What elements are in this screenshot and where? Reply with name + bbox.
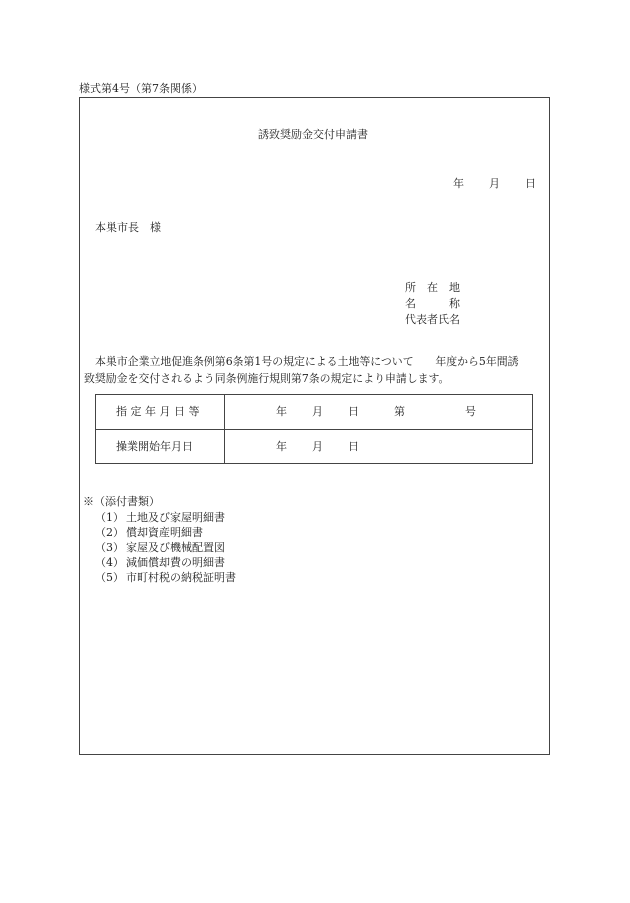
- attachment-number: （2）: [95, 526, 124, 539]
- form-number: 様式第4号（第7条関係）: [79, 82, 203, 95]
- designation-year: 年: [276, 405, 287, 418]
- attachment-item: 減価償却費の明細書: [126, 556, 225, 569]
- date-day: 日: [525, 177, 536, 190]
- name-label: 名 称: [405, 297, 460, 310]
- attachment-number: （5）: [95, 571, 124, 584]
- designation-date-label: 指 定 年 月 日 等: [116, 405, 200, 418]
- operation-start-day: 日: [348, 440, 359, 453]
- attachment-item: 家屋及び機械配置図: [126, 541, 225, 554]
- form-title: 誘致奨励金交付申請書: [258, 128, 368, 141]
- attachment-item: 市町村税の納税証明書: [126, 571, 236, 584]
- designation-number-prefix: 第: [394, 405, 405, 418]
- designation-day: 日: [348, 405, 359, 418]
- attachment-item: 償却資産明細書: [126, 526, 203, 539]
- body-text-line1: 本巣市企業立地促進条例第6条第1号の規定による土地等について 年度から5年間誘: [95, 355, 519, 368]
- representative-label: 代表者氏名: [405, 313, 460, 326]
- body-text-line2: 致奨励金を交付されるよう同条例施行規則第7条の規定により申請します。: [84, 372, 450, 385]
- info-table: [95, 394, 533, 464]
- operation-start-label: 操業開始年月日: [116, 440, 193, 453]
- attachment-number: （3）: [95, 541, 124, 554]
- operation-start-year: 年: [276, 440, 287, 453]
- table-column-divider: [224, 395, 225, 463]
- operation-start-month: 月: [312, 440, 323, 453]
- attachment-item: 土地及び家屋明細書: [126, 511, 225, 524]
- addressee: 本巣市長 様: [95, 221, 161, 234]
- attachments-heading: ※（添付書類）: [83, 495, 160, 508]
- attachment-number: （1）: [95, 511, 124, 524]
- address-label: 所 在 地: [405, 281, 460, 294]
- date-year: 年: [453, 177, 464, 190]
- date-month: 月: [489, 177, 500, 190]
- attachment-number: （4）: [95, 556, 124, 569]
- designation-month: 月: [312, 405, 323, 418]
- table-row-divider: [96, 429, 532, 430]
- designation-number-suffix: 号: [465, 405, 476, 418]
